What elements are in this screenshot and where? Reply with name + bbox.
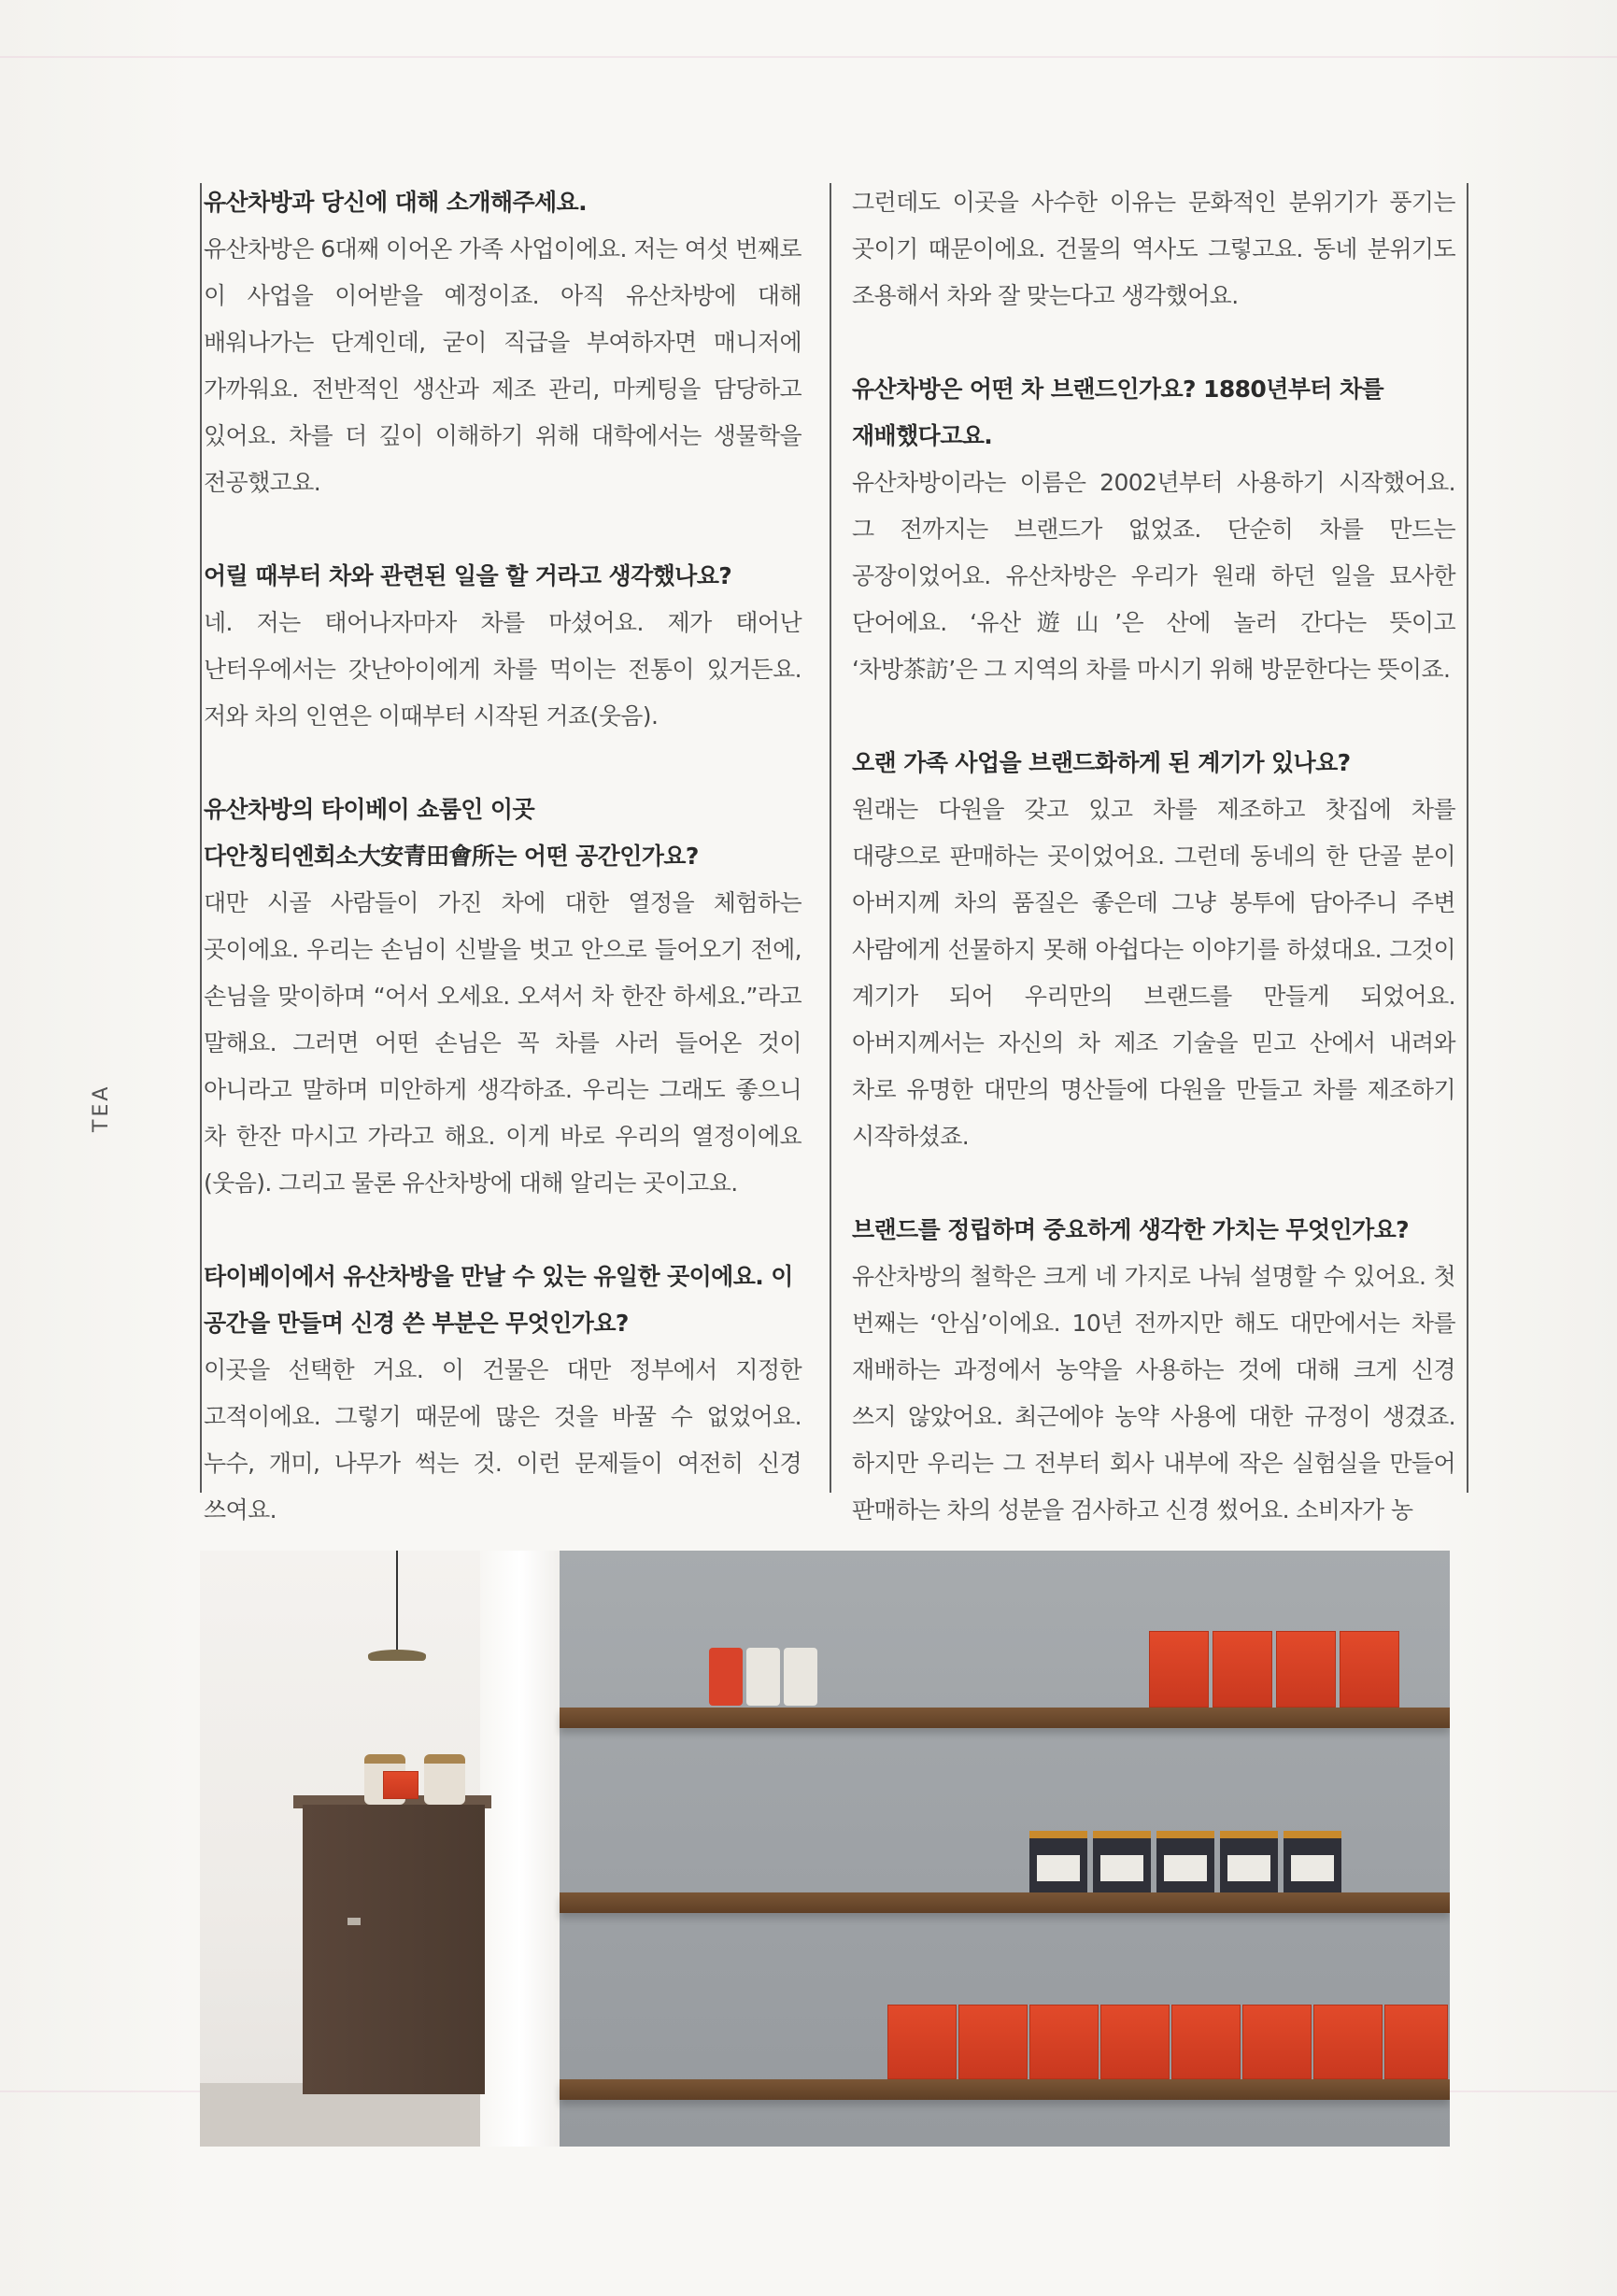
dark-tea-box — [1029, 1831, 1087, 1898]
red-tea-box — [1276, 1631, 1336, 1708]
red-tea-box — [1384, 2005, 1448, 2079]
red-tea-box — [1149, 1631, 1209, 1708]
question: 어릴 때부터 차와 관련된 일을 할 거라고 생각했나요? — [204, 562, 732, 589]
pendant-lamp-cord — [396, 1551, 398, 1651]
pendant-lamp-icon — [368, 1650, 426, 1661]
red-tea-box — [1340, 1631, 1399, 1708]
answer: 그런데도 이곳을 사수한 이유는 문화적인 분위기가 풍기는 곳이기 때문이에요. 건물의 역사도 그렇고요. 동네 분위기도 조용해서 차와 잘 맞는다고 생각했어요. — [852, 189, 1455, 309]
question: 타이베이에서 유산차방을 만날 수 있는 유일한 곳이에요. 이 공간을 만들며 신경 쓴 부분은 무엇인가요? — [204, 1263, 793, 1337]
dark-tea-box — [1093, 1831, 1151, 1898]
dark-tea-box — [1220, 1831, 1278, 1898]
photo-pillar — [480, 1551, 560, 2147]
question: 유산차방과 당신에 대해 소개해주세요. — [204, 189, 588, 216]
left-column — [204, 179, 801, 1580]
right-column — [852, 179, 1455, 1580]
red-tea-box — [1100, 2005, 1170, 2079]
tea-tin-icon — [746, 1648, 780, 1706]
question: 유산차방은 어떤 차 브랜드인가요? 1880년부터 차를 재배했다고요. — [852, 376, 1384, 449]
question: 브랜드를 정립하며 중요하게 생각한 가치는 무엇인가요? — [852, 1216, 1410, 1243]
answer: 유산차방은 6대째 이어온 가족 사업이에요. 저는 여섯 번째로 이 사업을 이어받을 예정이죠. 아직 유산차방에 대해 배워나가는 단계인데, 굳이 직급을 부여하자면 매니저에 가까워요. 전반적인 생산과 제조 관리, 마케팅을 담당하고 있어요. 차를 더 깊이 이해하기 위해 대학에서는 생물학을 전공했고요. — [204, 235, 801, 496]
answer: 유산차방의 철학은 크게 네 가지로 나눠 설명할 수 있어요. 첫 번째는 ‘안심’이에요. 10년 전까지만 해도 대만에서는 차를 재배하는 과정에서 농약을 사용하는 것에 대해 크게 신경 쓰지 않았어요. 최근에야 농약 사용에 대한 규정이 생겼죠. 하지만 우리는 그 전부터 회사 내부에 작은 실험실을 만들어 판매하는 차의 성분을 검사하고 신경 썼어요. 소비자가 농 — [852, 1263, 1455, 1524]
column-rule-middle — [830, 183, 831, 1493]
question: 오랜 가족 사업을 브랜드화하게 된 계기가 있나요? — [852, 749, 1351, 776]
wooden-cabinet — [303, 1805, 485, 2094]
red-tea-box — [887, 2005, 957, 2079]
column-rule-right — [1467, 183, 1468, 1493]
tea-tin-icon — [709, 1648, 743, 1706]
red-tea-box — [1213, 1631, 1272, 1708]
answer: 대만 시골 사람들이 가진 차에 대한 열정을 체험하는 곳이에요. 우리는 손님이 신발을 벗고 안으로 들어오기 전에, 손님을 맞이하며 “어서 오세요. 오셔서 차 한잔 하세요.”라고 말해요. 그러면 어떤 손님은 꼭 차를 사러 들어온 것이 아니라고 말하며 미안하게 생각하죠. 우리는 그래도 좋으니 차 한잔 마시고 가라고 해요. 이게 바로 우리의 열정이에요(웃음). 그리고 물론 유산차방에 대해 알리는 곳이고요. — [204, 889, 801, 1197]
answer: 이곳을 선택한 거요. 이 건물은 대만 정부에서 지정한 고적이에요. 그렇기 때문에 많은 것을 바꿀 수 없었어요. 누수, 개미, 나무가 썩는 것. 이런 문제들이 여전히 신경 쓰여요. — [204, 1356, 801, 1524]
cabinet-handle — [348, 1918, 361, 1925]
red-tea-box — [1313, 2005, 1383, 2079]
answer: 유산차방이라는 이름은 2002년부터 사용하기 시작했어요. 그 전까지는 브랜드가 없었죠. 단순히 차를 만드는 공장이었어요. 유산차방은 우리가 원래 하던 일을 묘사한 단어에요. ‘유산遊山’은 산에 놀러 간다는 뜻이고 ‘차방茶訪’은 그 지역의 차를 마시기 위해 방문한다는 뜻이죠. — [852, 469, 1455, 683]
red-tea-box — [1029, 2005, 1099, 2079]
red-tea-box — [958, 2005, 1028, 2079]
section-label: TEA — [90, 1084, 113, 1132]
question: 유산차방의 타이베이 쇼룸인 이곳 다안칭티엔회소大安青田會所는 어떤 공간인가요? — [204, 796, 699, 870]
red-tea-box — [1171, 2005, 1241, 2079]
answer: 네. 저는 태어나자마자 차를 마셨어요. 제가 태어난 난터우에서는 갓난아이에게 차를 먹이는 전통이 있거든요. 저와 차의 인연은 이때부터 시작된 거죠(웃음). — [204, 609, 801, 730]
wooden-shelf — [560, 1708, 1450, 1728]
tea-jar-icon — [424, 1754, 465, 1805]
dark-tea-box — [1284, 1831, 1341, 1898]
red-tea-box — [383, 1771, 418, 1799]
scan-stripe — [0, 56, 1617, 58]
wooden-shelf — [560, 1892, 1450, 1913]
wooden-shelf — [560, 2079, 1450, 2100]
red-tea-box — [1242, 2005, 1312, 2079]
tea-tin-icon — [784, 1648, 817, 1706]
answer: 원래는 다원을 갖고 있고 차를 제조하고 찻집에 차를 대량으로 판매하는 곳이었어요. 그런데 동네의 한 단골 분이 아버지께 차의 품질은 좋은데 그냥 봉투에 담아주니 주변 사람에게 선물하지 못해 아쉽다는 이야기를 하셨대요. 그것이 계기가 되어 우리만의 브랜드를 만들게 되었어요. 아버지께서는 자신의 차 제조 기술을 믿고 산에서 내려와 차로 유명한 대만의 명산들에 다원을 만들고 차를 제조하기 시작하셨죠. — [852, 796, 1455, 1150]
dark-tea-box — [1156, 1831, 1214, 1898]
column-rule-left — [200, 183, 202, 1493]
tea-shop-shelves-photo — [200, 1551, 1450, 2147]
